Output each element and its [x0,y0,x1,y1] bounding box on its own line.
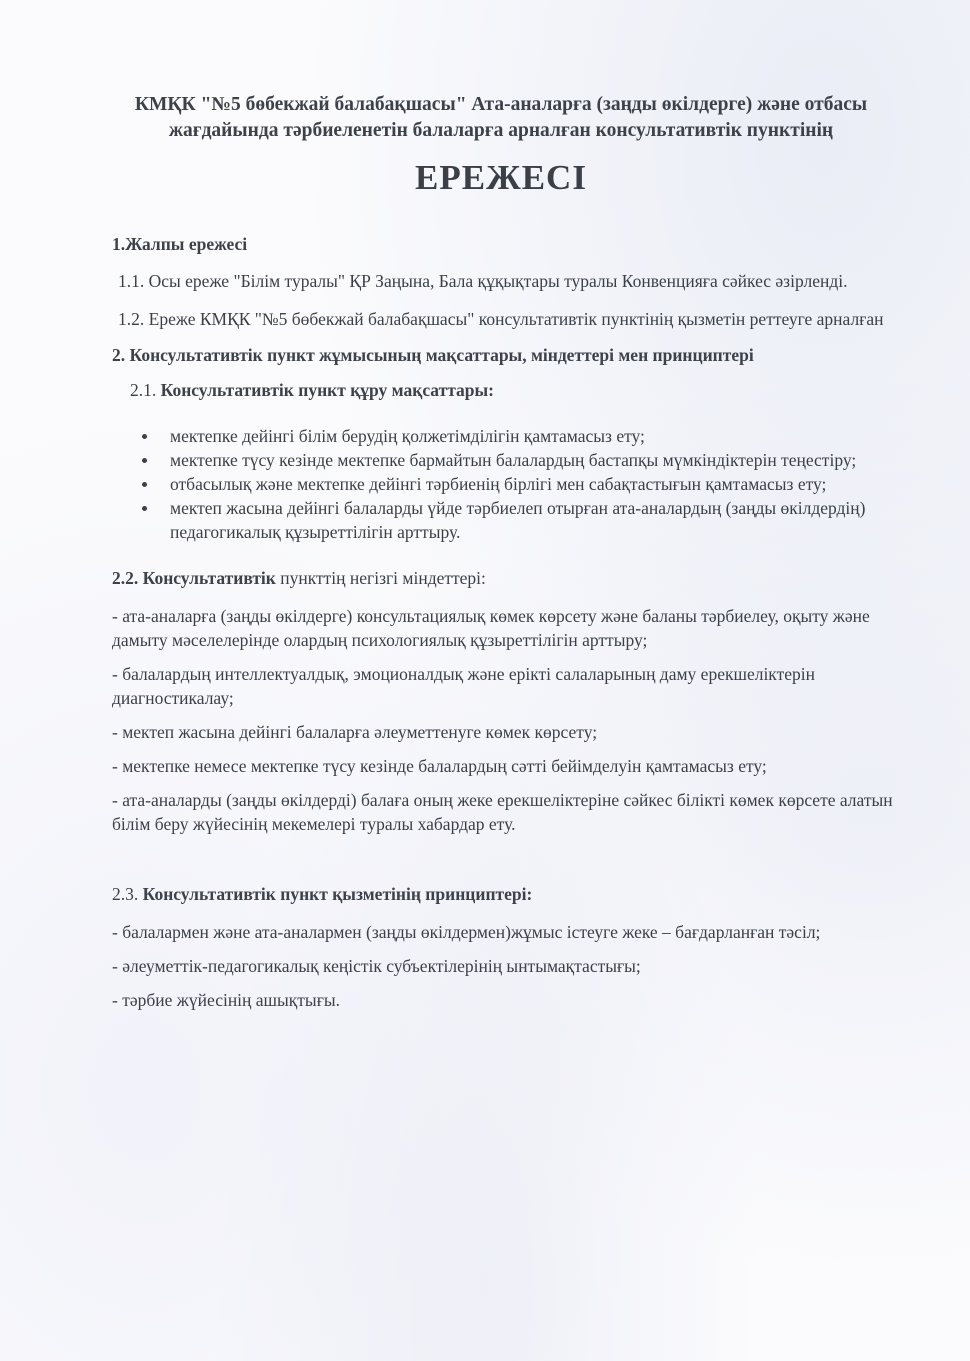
principle-item: - әлеуметтік-педагогикалық кеңістік субъектілерінің ынтымақтастығы; [112,956,641,976]
list-item: отбасылық және мектепке дейінгі тәрбиенің бірлігі мен сабақтастығын қамтамасыз ету; [170,472,910,496]
subsection-2-2-label: 2.2. Консультативтік [112,568,276,588]
subsection-2-1-number: 2.1. [130,380,157,400]
bullet-icon [142,482,147,487]
task-item: - мектепке немесе мектепке түсу кезінде балалардың сәтті бейімделуін қамтамасыз ету; [112,756,767,776]
subsection-2-1-label: Консультативтік пункт құру мақсаттары: [160,380,494,400]
list-item: мектеп жасына дейінгі балаларды үйде тәрбиелеп отырған ата-аналардың (заңды өкілдердің) педагогикалық құзыреттілігін арттыру. [170,496,910,544]
principle-item: - балалармен және ата-аналармен (заңды өкілдермен)жұмыс істеуге жеке – бағдарланған тәсіл; [112,922,821,942]
document-heading: ЕРЕЖЕСІ [415,158,587,197]
section-1-title: 1.Жалпы ережесі [112,234,248,254]
bullet-icon [142,434,147,439]
principle-item: - тәрбие жүйесінің ашықтығы. [112,990,341,1010]
section-2-title: 2. Консультативтік пункт жұмысының мақсаттары, міндеттері мен принциптері [112,345,754,365]
document-title: КМҚК "№5 бөбекжай балабақшасы" Ата-аналарға (заңды өкілдерге) және отбасы жағдайында тәрбиеленетін балаларға арналған консультативтік пунктінің [134,94,868,141]
subsection-2-3-number: 2.3. [112,884,143,904]
paragraph-1-1: 1.1. Осы ереже "Білім туралы" ҚР Заңына, Бала құқықтары туралы Конвенцияға сәйкес әзірленді. [118,271,848,291]
list-item: мектепке дейінгі білім берудің қолжетімділігін қамтамасыз ету; [170,424,910,448]
bullet-icon [142,506,147,511]
task-item: - балалардың интеллектуалдық, эмоционалдық және ерікті салаларының даму ерекшеліктерін диагностикалау; [112,664,815,708]
list-item: мектепке түсу кезінде мектепке бармайтын балалардың бастапқы мүмкіндіктерін теңестіру; [170,448,910,472]
goals-list [112,424,910,544]
task-item: - мектеп жасына дейінгі балаларға әлеуметтенуге көмек көрсету; [112,722,598,742]
subsection-2-2-rest: пункттің негізгі міндеттері: [275,568,486,588]
subsection-2-2-title [112,566,910,590]
subsection-2-1-title [130,378,910,402]
subsection-2-3-title [112,882,910,906]
task-item: - ата-аналарды (заңды өкілдерді) балаға оның жеке ерекшеліктеріне сәйкес білікті көмек көрсете алатын білім беру жүйесінің мекемелері туралы хабардар ету. [112,790,893,834]
task-item: - ата-аналарға (заңды өкілдерге) консультациялық көмек көрсету және баланы тәрбиелеу, оқыту және дамыту мәселелерінде олардың психологиялық құзыреттілігін арттыру; [112,606,870,650]
subsection-2-3-label: Консультативтік пункт қызметінің принциптері: [142,884,533,904]
bullet-icon [142,458,147,463]
paragraph-1-2: 1.2. Ереже КМҚК "№5 бөбекжай балабақшасы" консультативтік пунктінің қызметін реттеуге арналған [118,309,884,329]
